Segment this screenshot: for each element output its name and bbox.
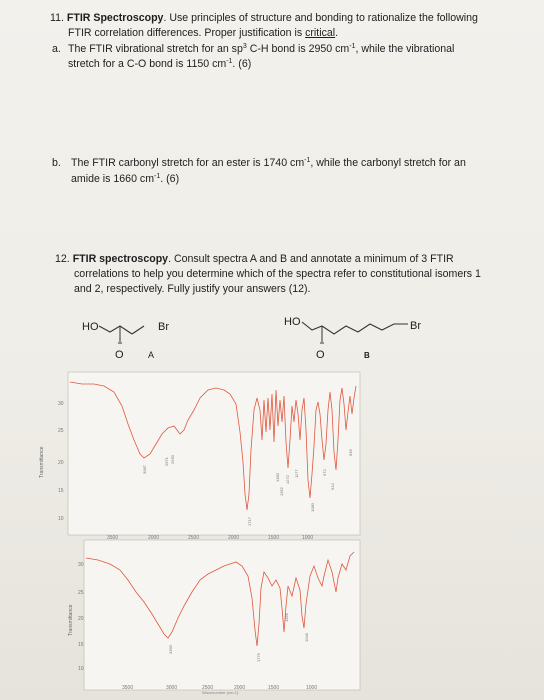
structure-right-br: Br: [410, 320, 421, 332]
q11a-line1: [68, 42, 454, 57]
q12-number: 12.: [55, 253, 70, 265]
q11-intro-b: FTIR correlation differences. Proper justification is: [68, 27, 303, 39]
spectrum-bottom-x-tick: 1500: [268, 685, 280, 691]
structure-left-o: O: [115, 349, 124, 361]
spectrum-top-peak-label: 1080: [310, 503, 315, 512]
ir-spectrum-bottom: [62, 536, 362, 696]
spectrum-top-y-tick: 10: [58, 516, 64, 522]
q11a-sup-1: -1: [349, 43, 356, 50]
spectrum-top-x-tick: 2500: [188, 535, 200, 540]
spectrum-top-x-tick: 1500: [268, 535, 280, 540]
spectrum-bottom-x-label: Wavenumber (cm-1): [202, 690, 239, 695]
q11a-sup-2: -1: [226, 58, 233, 65]
spectrum-top-y-label: Transmittance: [39, 446, 45, 478]
spectrum-bottom-x-tick: 1000: [306, 685, 318, 691]
q12-line3: and 2, respectively. Fully justify your answers (12).: [74, 283, 311, 295]
q11a-text-4: stretch for a C-O bond is 1150 cm: [68, 58, 227, 70]
q11b-text-4: . (6): [160, 173, 180, 185]
spectrum-top-y-tick: 30: [58, 401, 64, 407]
q11-line1: 11. FTIR Spectroscopy. Use principles of structure and bonding to rationalize the following: [50, 12, 478, 24]
spectrum-top-x-tick: 1000: [302, 535, 314, 540]
q12-line1-text: Consult spectra A and B and annotate a minimum of 3 FTIR: [173, 253, 454, 265]
spectrum-top-peak-label: 2930: [170, 455, 175, 464]
spectrum-top-x-tick: 2000: [228, 535, 240, 540]
spectrum-top-peak-label: 1352: [279, 487, 284, 496]
q11-critical: critical: [305, 27, 336, 39]
spectrum-bottom-peak-label: 1046: [304, 633, 309, 642]
structure-left: [82, 316, 212, 368]
spectrum-top-peak-label: 914: [330, 483, 335, 490]
q11b-sup-1: -1: [304, 157, 311, 164]
structure-left-ho: HO: [82, 321, 99, 333]
spectrum-bottom-y-tick: 15: [78, 642, 84, 648]
spectrum-top-peak-label: 972: [322, 469, 327, 476]
q11b-text-1: The FTIR carbonyl stretch for an ester is 1740 cm: [71, 157, 305, 169]
ir-spectrum-top: [32, 370, 362, 540]
spectrum-top-peak-label: 636: [348, 449, 353, 456]
q11a-sup-sp: 3: [242, 43, 247, 50]
spectrum-label-b: B: [364, 351, 370, 360]
q11-number: 11.: [50, 12, 64, 24]
spectrum-top-x-tick: 3500: [107, 535, 119, 540]
q11a-letter: a.: [52, 43, 61, 55]
q11a-text-5: . (6): [232, 58, 252, 70]
q11a-text-2: C-H bond is 2950 cm: [246, 43, 350, 55]
spectrum-top-peak-label: 1383: [275, 473, 280, 482]
q11b-text-2: , while the carbonyl stretch for an: [310, 157, 466, 169]
q11-line2: FTIR correlation differences. Proper justification is critical.: [68, 27, 339, 39]
q12-line2: correlations to help you determine which of the spectra refer to constitutional isomers 1: [74, 268, 481, 280]
spectrum-top-y-tick: 25: [58, 428, 64, 434]
q11b-letter: b.: [52, 157, 61, 169]
spectrum-bottom-y-tick: 30: [78, 562, 84, 568]
q11b-sup-2: -1: [154, 173, 161, 180]
structure-left-br: Br: [158, 321, 169, 333]
spectrum-bottom-x-tick: 3000: [166, 685, 178, 691]
spectrum-bottom-x-tick: 2000: [234, 685, 246, 691]
structure-right-ho: HO: [284, 316, 301, 328]
q11b-line2: [71, 172, 179, 187]
q11b-line1: [71, 156, 466, 171]
spectrum-bottom-y-tick: 10: [78, 666, 84, 672]
spectrum-top-peak-label: 3087: [142, 465, 147, 474]
q11a-line2: [68, 57, 251, 72]
spectrum-bottom-y-tick: 20: [78, 616, 84, 622]
spectrum-top-y-tick: 20: [58, 460, 64, 466]
q11a-text-3: , while the vibrational: [355, 43, 455, 55]
spectrum-bottom-y-tick: 25: [78, 590, 84, 596]
structure-right: [284, 312, 444, 364]
q11a-text-1: The FTIR vibrational stretch for an sp: [68, 43, 243, 55]
q11-intro-a: Use principles of structure and bonding to rationalize the following: [169, 12, 478, 24]
spectrum-top-peak-label: 1177: [294, 469, 299, 478]
spectrum-bottom-peak-label: 1775: [256, 653, 261, 662]
q11b-text-3: amide is 1660 cm: [71, 173, 155, 185]
q12-line1: 12. FTIR spectroscopy. Consult spectra A and B and annotate a minimum of 3 FTIR: [55, 253, 454, 265]
spectrum-top-peak-label: 2971: [164, 457, 169, 466]
spectrum-bottom-y-label: Transmittance: [68, 604, 74, 636]
spectrum-top-y-tick: 15: [58, 488, 64, 494]
spectrum-bottom-peak-label: 3360: [168, 645, 173, 654]
spectrum-bottom-x-tick: 2500: [202, 685, 214, 691]
structure-right-o: O: [316, 349, 325, 361]
spectrum-label-a: A: [148, 350, 155, 360]
spectrum-bottom-peak-label: 1355: [284, 613, 289, 622]
spectrum-bottom-x-tick: 3500: [122, 685, 134, 691]
spectrum-top-peak-label: 1717: [247, 517, 252, 526]
spectrum-top-peak-label: 1272: [285, 475, 290, 484]
q12-title: FTIR spectroscopy: [72, 253, 169, 265]
spectrum-top-x-tick: 2000: [148, 535, 160, 540]
q11-title: FTIR Spectroscopy: [66, 12, 164, 24]
